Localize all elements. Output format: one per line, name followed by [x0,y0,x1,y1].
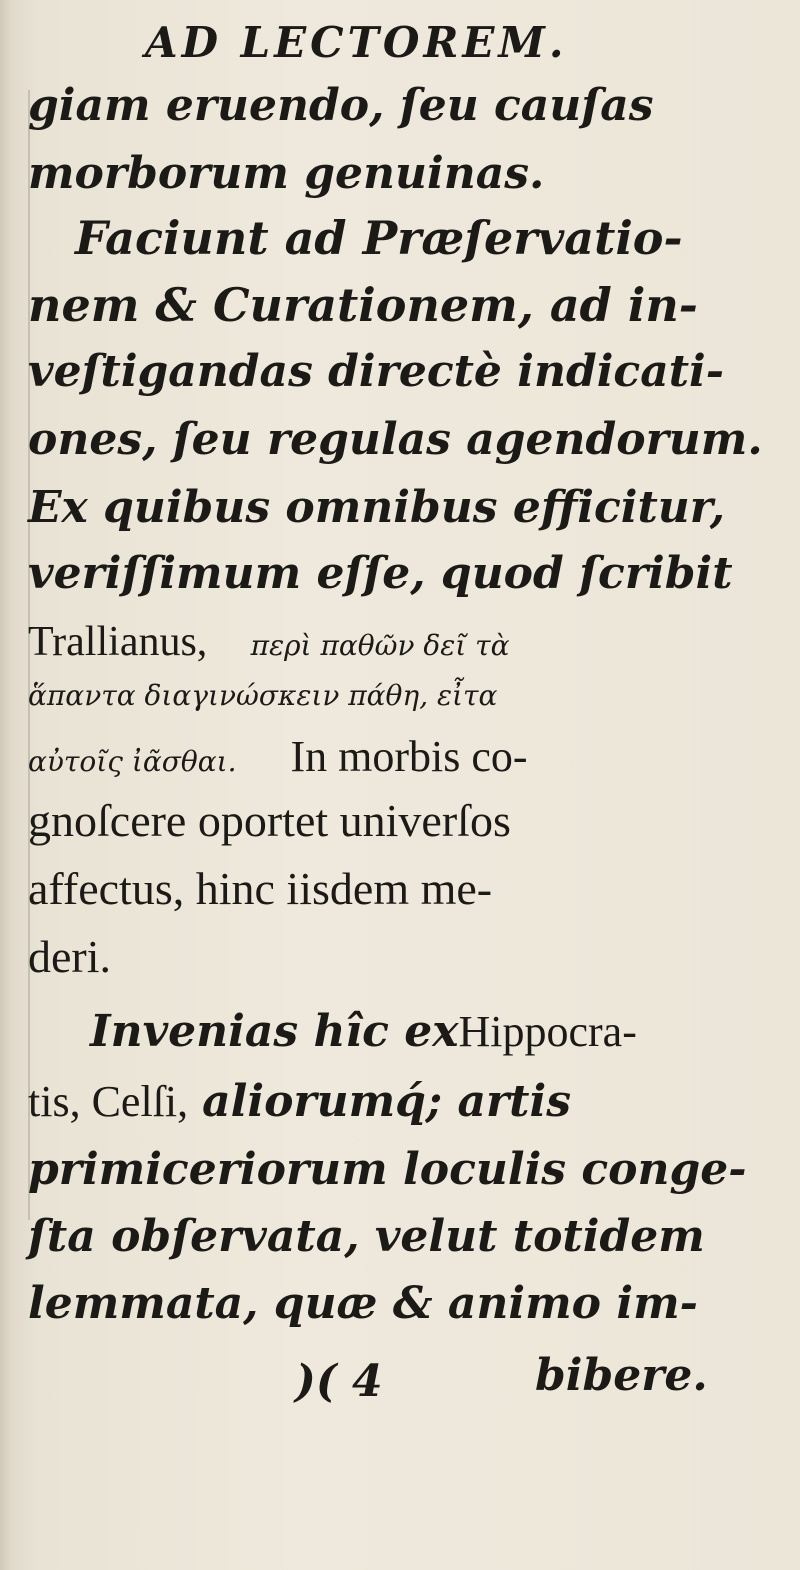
text-line-6: ones, ſeu regulas agendorum. [28,414,763,465]
greek-quote-3: αὐτοῖς ἰᾶσθαι. [28,745,237,778]
text-line-7: Ex quibus omnibus efficitur, [28,482,726,533]
text-line-4: nem & Curationem, ad in- [28,278,698,332]
aliorum-line: aliorumq́; artis [202,1076,571,1127]
text-line-17: primiceriorum loculis conge- [28,1144,747,1195]
hippocrates-name: Hippocra- [458,1007,637,1056]
text-line-5: veſtigandas directè indicati- [28,346,725,397]
latin-translation-2: gnoſcere oportet univerſos [28,795,511,846]
latin-translation-4: deri. [28,931,112,982]
page-gutter [0,0,12,1570]
text-line-8: veriſſimum eſſe, quod ſcribit [28,548,733,599]
text-line-16 [28,1076,571,1127]
text-line-9 [28,620,510,663]
para2-start: Invenias hîc ex [90,1006,459,1057]
greek-quote-1: περὶ παθῶν δεῖ τὰ [250,629,510,662]
catchword: bibere. [535,1350,708,1401]
text-line-2: morborum genuinas. [28,148,545,199]
running-header: AD LECTOREM. [145,18,568,67]
text-line-1: giam eruendo, ſeu cauſas [28,80,654,131]
celsus-line: tis, Celſi, [28,1077,189,1126]
text-line-11 [28,732,528,781]
latin-translation-1: In morbis co- [290,732,528,781]
text-line-15 [90,1006,637,1057]
signature-mark: )( 4 [295,1356,383,1407]
author-name: Trallianus, [28,619,208,665]
text-line-18: ſta obſervata, velut totidem [28,1211,705,1262]
text-line-3: Faciunt ad Præſervatio- [75,211,683,265]
text-line-19: lemmata, quæ & animo im- [28,1278,698,1329]
greek-quote-2: ἅπαντα διαγινώσκειν πάθη, εἶτα [28,679,498,712]
latin-translation-3: affectus, hinc iisdem me- [28,863,493,914]
